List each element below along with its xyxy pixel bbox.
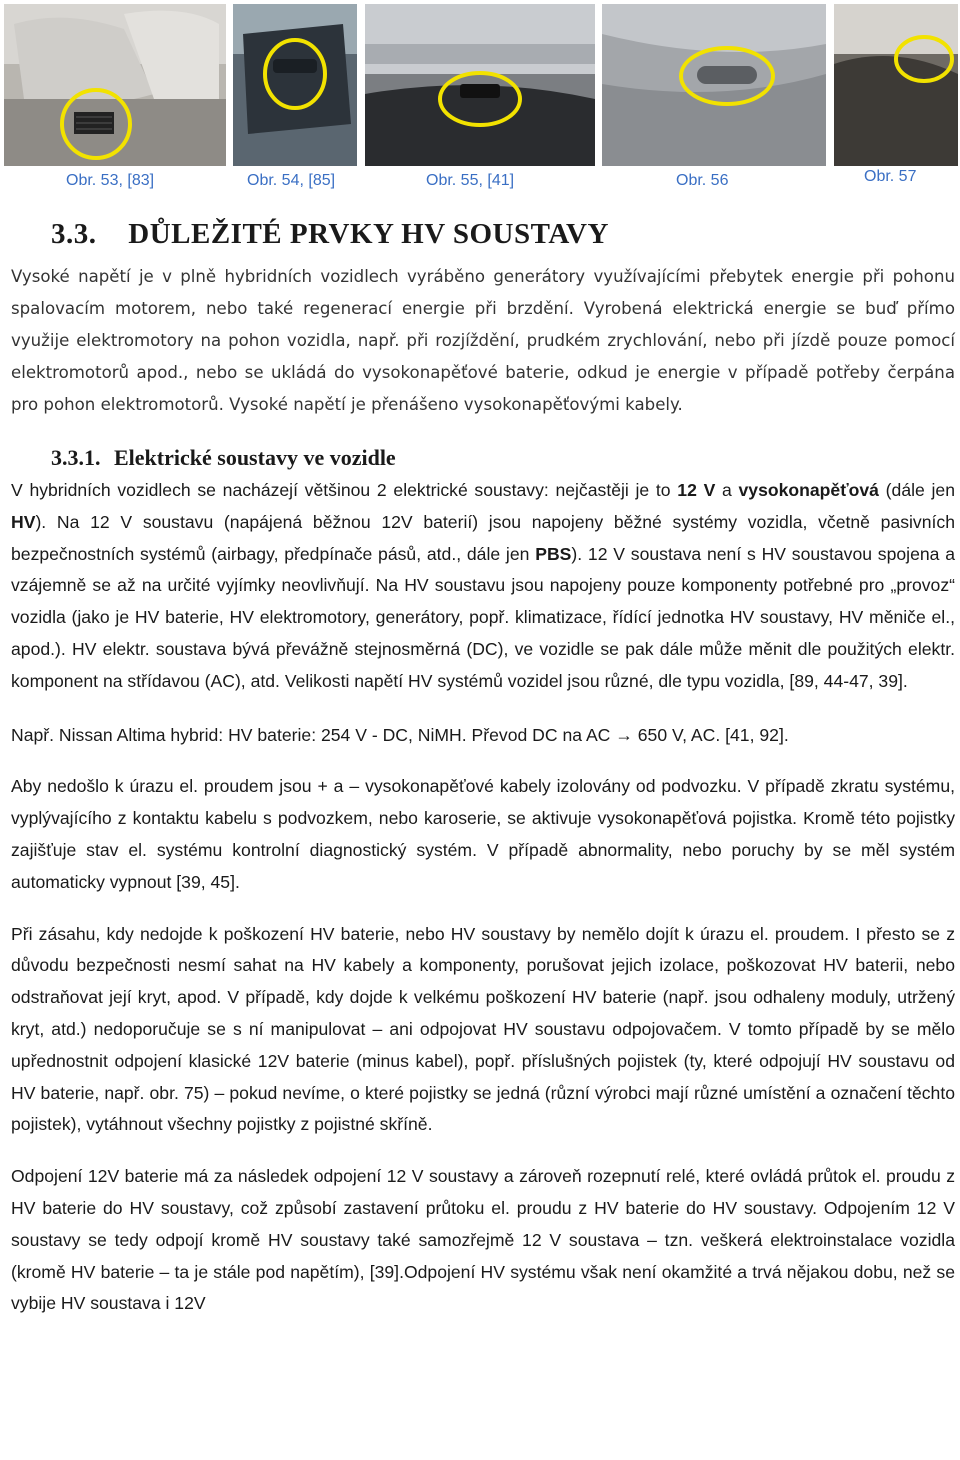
paragraph-electrical-systems [11, 475, 955, 698]
text-run: ). 12 V soustava není s HV soustavou spojena a vzájemně se až na určité vyjímky neovlivňují. Na HV soustavu jsou napojeny pouze komponenty potřebné pro „provoz“ vozidla (jako je HV baterie, HV elektromotory, generátory, popř. klimatizace, řídící jednotka HV soustavy, HV měniče el., apod.). HV elektr. soustava bývá převážně stejnosměrná (DC), ve vozidle se pak dále může měnit dle použitých elektr. komponent na střídavou (AC), atd. Velikosti napětí HV systémů vozidel jsou různé, dle typu vozidla, [89, 44-47, 39]. [11, 543, 955, 691]
subsection-heading [11, 445, 955, 471]
section-heading [11, 218, 955, 251]
term-vysokonapetova: vysokonapěťová [738, 480, 879, 500]
paragraph-intervention: Při zásahu, kdy nedojde k poškození HV baterie, nebo HV soustavy by nemělo dojít k úrazu el. proudem. I přesto se z důvodu bezpečnosti nesmí sahat na HV kabely a komponenty, porušovat jejich izolace, poškozovat HV baterii, nebo odstraňovat její kryt, apod. V případě, kdy dojde k velkému poškození HV baterie (např. jsou odhaleny moduly, utržený kryt, atd.) nedoporučuje se s ní manipulovat – ani odpojovat HV soustavu odpojovačem. V tomto případě by se mělo upřednostnit odpojení klasické 12V baterie (minus kabel), popř. příslušných pojistek (ty, které odpojují HV soustavu od HV baterie, např. obr. 75) – pokud nevíme, o které pojistky se jedná (různí výrobci mají různé umístění a označení těchto pojistek), vytáhnout všechny pojistky z pojistné skříně. [11, 923, 955, 1135]
photo-trunk [834, 4, 958, 166]
paragraph-insulation: Aby nedošlo k úrazu el. proudem jsou + a – vysokonapěťové kabely izolovány od podvozku. V případě zkratu systému, vyplývajícího z kontaktu kabelu s podvozkem, nebo karoserie, se aktivuje vysokonapěťová pojistka. Kromě této pojistky zajišťuje stav el. systému kontrolní diagnostický systém. V případě abnormality, nebo poruchy by se měl systém automaticky vypnout [39, 45]. [11, 776, 955, 892]
term-pbs: PBS [535, 543, 572, 564]
photo-door-window [233, 4, 357, 166]
photo-side-body [602, 4, 826, 166]
term-12v: 12 V [677, 480, 716, 500]
subsection-number: 3.3.1. [51, 445, 101, 470]
caption-obr-55: Obr. 55, [41] [426, 172, 515, 189]
section-paragraph: Vysoké napětí je v plně hybridních vozidlech vyráběno generátory využívajícími přebytek energie při pohonu spalovacím motorem, nebo také regenerací energie při brzdění. Vyrobená elektrická energie se buď přímo využije elektromotory na pohon vozidla, např. při rozjíždění, prudkém zrychlování, nebo při jízdě pouze pomocí elektromotorů apod., nebo se ukládá do vysokonapěťové baterie, odkud je energie v případě potřeby čerpána pro pohon elektromotorů. Vysoké napětí je přenášeno vysokonapěťovými kabely. [11, 267, 955, 414]
text-run: V hybridních vozidlech se nacházejí většinou 2 elektrické soustavy: nejčastěji je to [11, 480, 678, 500]
text-run: ). Na 12 V soustavu (napájená běžnou 12V baterií) jsou napojeny běžné systémy vozidla, včetně pasivních bezpečnostních systémů (airbagy, předpínače pásů, atd., dále jen [11, 511, 955, 564]
document-body [11, 218, 955, 1320]
figure-strip [0, 0, 960, 189]
paragraph-disconnect: Odpojení 12V baterie má za následek odpojení 12 V soustavy a zároveň rozepnutí relé, které ovládá průtok el. proudu z HV baterie do HV soustavy, což způsobí zastavení průtoku el. proudu z HV baterie do HV soustavy. Odpojením 12 V soustavy se tedy odpojí kromě HV soustavy také samozřejmě 12 V soustava – tzn. veškerá elektroinstalace vozidla (kromě HV baterie – ta je stále pod napětím), [39].Odpojení HV systému však není okamžité a trvá nějakou dobu, než se vybije HV soustava i 12V [11, 1166, 955, 1314]
subsection-title: Elektrické soustavy ve vozidle [114, 445, 396, 470]
text-run: (dále jen [878, 480, 955, 500]
text-run: a [715, 480, 739, 500]
section-number: 3.3. [51, 218, 97, 250]
section-title: DŮLEŽITÉ PRVKY HV SOUSTAVY [128, 218, 609, 250]
caption-obr-57: Obr. 57 [864, 168, 917, 185]
caption-obr-56: Obr. 56 [676, 172, 729, 189]
caption-obr-53: Obr. 53, [83] [66, 172, 155, 189]
paragraph-example: Např. Nissan Altima hybrid: HV baterie: 254 V - DC, NiMH. Převod DC na AC → 650 V, AC. [41, 92]. [11, 724, 789, 745]
term-hv: HV [11, 511, 36, 532]
photo-seat-vent [4, 4, 226, 166]
photo-dashboard [365, 4, 595, 166]
caption-obr-54: Obr. 54, [85] [247, 172, 336, 189]
